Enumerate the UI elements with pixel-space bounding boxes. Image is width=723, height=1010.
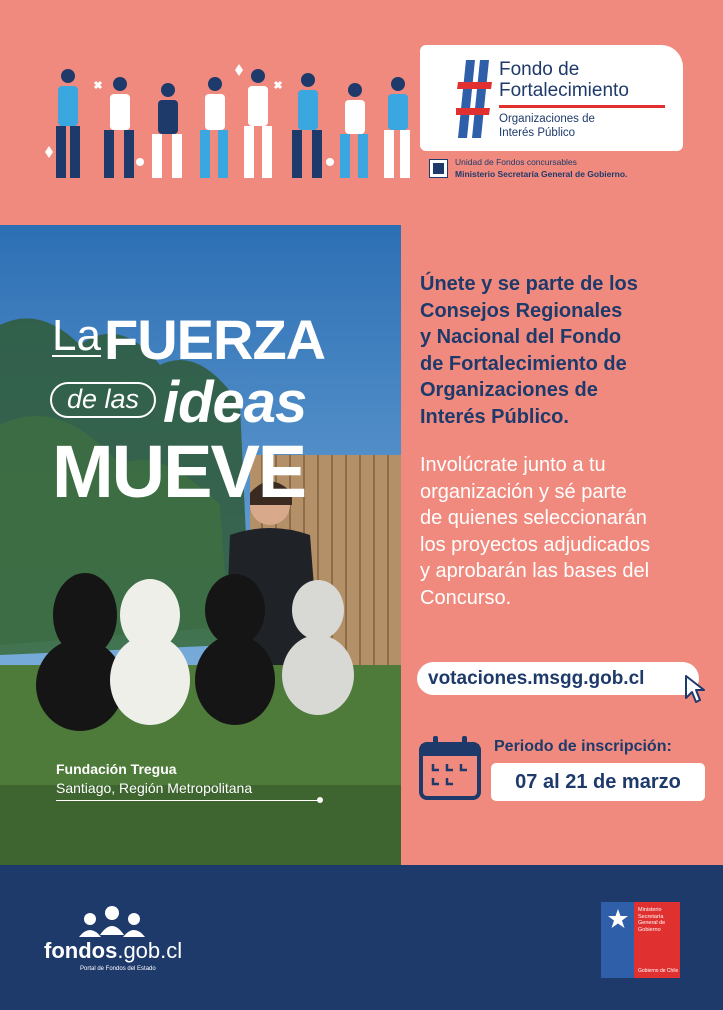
regular-line: los proyectos adjudicados <box>420 533 651 556</box>
logo-divider <box>499 105 665 108</box>
people-icon <box>76 905 148 939</box>
logo-unit <box>430 154 683 194</box>
info-panel <box>401 225 723 865</box>
bold-line: y Nacional del Fondo <box>420 326 622 348</box>
headline-mueve: MUEVE <box>52 430 306 513</box>
headline-fuerza: FUERZA <box>104 308 326 371</box>
headline-ideas: ideas <box>163 370 307 435</box>
bold-line: Organizaciones de <box>420 379 598 401</box>
logo-subtitle-line1: Organizaciones de <box>499 113 595 125</box>
bold-line: Únete y se parte de los <box>420 273 638 295</box>
registration-dates: 07 al 21 de marzo <box>491 763 705 801</box>
gob-blue-block-lower <box>601 940 634 978</box>
regular-line: de quienes seleccionarán <box>420 507 647 529</box>
slash-mark-icon <box>456 60 494 138</box>
logo-title-line1: Fondo de <box>499 59 580 80</box>
header <box>0 0 723 225</box>
regular-line: y aprobarán las bases del <box>420 560 650 582</box>
fondos-wordmark[interactable] <box>44 938 182 964</box>
headline-la: La <box>52 311 101 360</box>
votaciones-link[interactable]: votaciones.msgg.gob.cl <box>417 662 699 695</box>
gob-line3: General de <box>638 920 666 926</box>
gob-line4: Gobierno <box>638 926 661 933</box>
logo-title-line2: Fortalecimiento <box>499 80 629 101</box>
gob-line1: Ministerio <box>638 907 662 913</box>
gob-bottom: Gobierno de Chile <box>638 968 679 974</box>
cursor-icon <box>683 674 709 704</box>
gob-line2: Secretaría <box>638 913 664 920</box>
bold-line: Consejos Regionales <box>420 299 623 322</box>
regular-line: organización y sé parte <box>420 480 627 503</box>
star-icon <box>607 908 629 930</box>
regular-line: Involúcrate junto a tu <box>420 454 606 476</box>
caption-dot <box>317 797 323 803</box>
fondos-tagline: Portal de Fondos del Estado <box>80 966 156 972</box>
hero-photo <box>0 225 401 865</box>
footer <box>0 865 723 1010</box>
caption-underline <box>56 800 320 801</box>
logo-top-panel <box>420 45 683 151</box>
fondos-domain: .gob.cl <box>117 938 183 963</box>
unit-line2: Ministerio Secretaría General de Gobierno. <box>455 169 628 179</box>
square-icon <box>430 160 447 177</box>
caption-location: Santiago, Región Metropolitana <box>56 780 253 796</box>
bold-line: Interés Público. <box>420 405 569 428</box>
intro-regular <box>420 452 720 611</box>
calendar-icon <box>419 734 481 800</box>
people-illustration <box>40 62 420 192</box>
logo-subtitle-line2: Interés Público <box>499 127 576 139</box>
registration-label: Periodo de inscripción: <box>494 738 672 755</box>
caption-name: Fundación Tregua <box>56 761 177 777</box>
fondo-fortalecimiento-logo <box>420 45 683 197</box>
fondos-bold: fondos <box>44 938 118 963</box>
bold-line: de Fortalecimiento de <box>420 352 627 375</box>
unit-line1: Unidad de Fondos concursables <box>455 157 577 167</box>
regular-line: Concurso. <box>420 586 512 609</box>
gobierno-chile-logo <box>601 902 680 978</box>
intro-bold <box>420 271 720 430</box>
headline-de-las: de las <box>50 382 156 418</box>
